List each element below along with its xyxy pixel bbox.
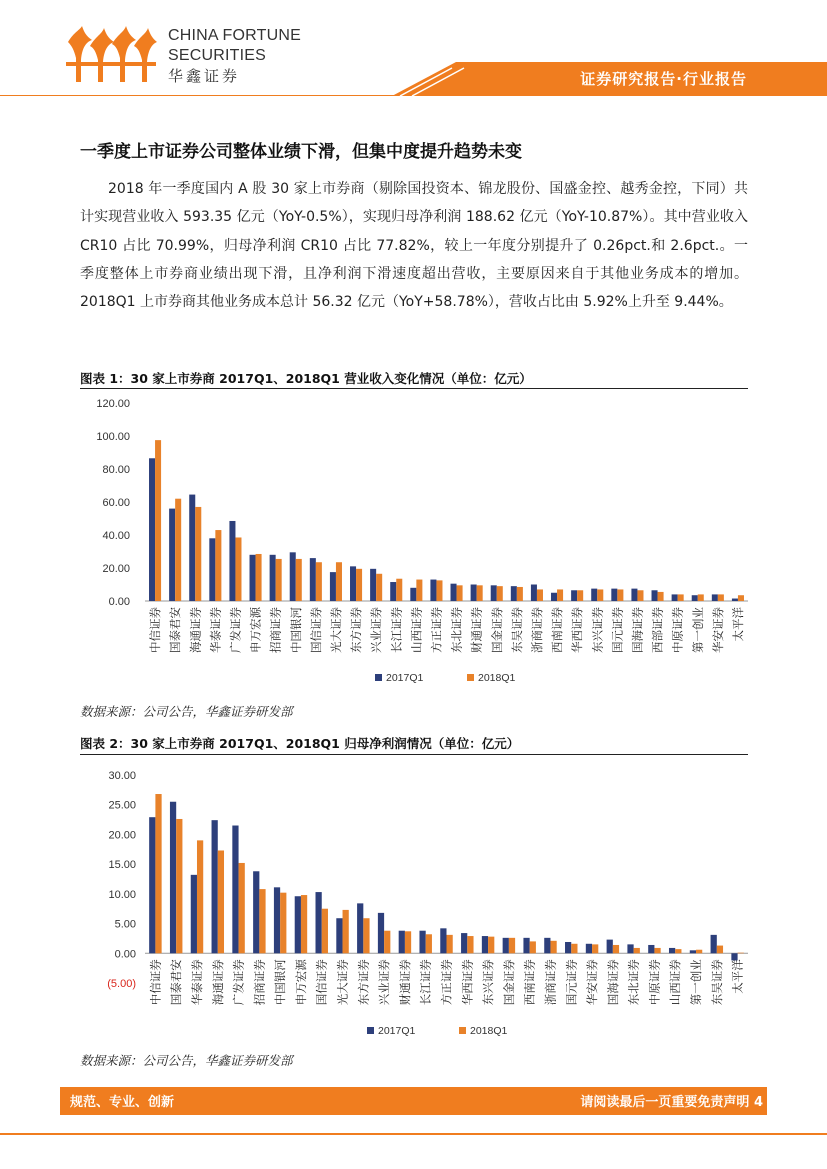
- profit-bar-2018Q1: [218, 850, 224, 953]
- revenue-category-label: 浙商证券: [529, 607, 544, 653]
- net-profit-bar-chart: [80, 758, 748, 1040]
- revenue-bar-2017Q1: [551, 593, 557, 601]
- profit-bar-2017Q1: [232, 826, 238, 954]
- revenue-bar-2018Q1: [718, 594, 724, 601]
- revenue-bar-2018Q1: [376, 574, 382, 601]
- revenue-bar-2018Q1: [577, 590, 583, 601]
- revenue-bar-2018Q1: [356, 569, 362, 601]
- profit-bar-2018Q1: [405, 931, 411, 953]
- profit-category-label: 华泰证券: [189, 959, 204, 1006]
- profit-legend-label: 2018Q1: [470, 1025, 508, 1037]
- revenue-category-label: 东兴证券: [590, 607, 605, 653]
- revenue-bar-2017Q1: [732, 599, 738, 601]
- profit-category-label: 国金证券: [501, 959, 516, 1006]
- profit-category-label: 招商证券: [252, 959, 267, 1006]
- profit-bar-2018Q1: [280, 893, 286, 954]
- revenue-category-label: 东吴证券: [509, 607, 524, 653]
- revenue-y-tick-label: 80.00: [102, 464, 130, 476]
- profit-bar-2018Q1: [384, 931, 390, 954]
- profit-bar-2018Q1: [447, 935, 453, 953]
- revenue-bar-2018Q1: [256, 554, 262, 601]
- profit-bar-2018Q1: [738, 953, 744, 954]
- revenue-bar-2018Q1: [617, 589, 623, 601]
- profit-bar-2017Q1: [523, 938, 529, 953]
- profit-y-tick-label: (5.00): [107, 978, 136, 990]
- profit-bar-2017Q1: [440, 928, 446, 953]
- revenue-bar-2017Q1: [631, 589, 637, 601]
- figure1-title: 图表 1：30 家上市券商 2017Q1、2018Q1 营业收入变化情况（单位：亿元）: [80, 371, 532, 386]
- figure2-rule: [80, 754, 748, 755]
- profit-bar-2017Q1: [482, 936, 488, 953]
- profit-category-label: 中信证券: [148, 959, 163, 1006]
- profit-category-label: 中国银河: [273, 959, 288, 1006]
- profit-category-label: 兴业证券: [377, 959, 392, 1006]
- profit-bar-2017Q1: [690, 950, 696, 953]
- revenue-bar-2018Q1: [557, 589, 563, 601]
- revenue-bar-2018Q1: [195, 507, 201, 601]
- profit-category-label: 中原证券: [647, 959, 662, 1006]
- revenue-category-label: 方正证券: [429, 607, 444, 653]
- profit-bar-2017Q1: [586, 944, 592, 954]
- profit-bar-2018Q1: [550, 941, 556, 953]
- profit-category-label: 华西证券: [460, 959, 475, 1006]
- profit-category-label: 长江证券: [418, 959, 433, 1006]
- profit-bar-2018Q1: [343, 910, 349, 953]
- revenue-bar-2017Q1: [229, 521, 235, 601]
- revenue-bar-2018Q1: [457, 585, 463, 601]
- profit-bar-2017Q1: [711, 935, 717, 953]
- revenue-category-label: 西部证券: [650, 607, 665, 653]
- profit-bar-2017Q1: [627, 944, 633, 953]
- profit-category-label: 财通证券: [397, 959, 412, 1006]
- revenue-bar-2017Q1: [571, 590, 577, 601]
- profit-bar-2017Q1: [212, 820, 218, 953]
- revenue-y-tick-label: 40.00: [102, 530, 130, 542]
- revenue-category-label: 兴业证券: [369, 607, 384, 653]
- profit-bar-2018Q1: [675, 949, 681, 953]
- revenue-bar-2018Q1: [517, 587, 523, 601]
- profit-category-label: 方正证券: [439, 959, 454, 1006]
- body-paragraph: 2018 年一季度国内 A 股 30 家上市券商（剔除国投资本、锦龙股份、国盛金控、越秀金控，下同）共计实现营业收入 593.35 亿元（YoY-0.5%），实现归母净利润 188.62 亿元（YoY-10.87%）。其中营业收入 CR10 占比 70.99%，归母净利润 CR10 占比 77.82%，较上一年度分别提升了 0.26pct.和 2.6pct.。一季度整体上市券商业绩出现下滑，且净利润下滑速度超出营收，主要原因来自于其他业务成本的增加。2018Q1 上市券商其他业务成本总计 56.32 亿元（YoY+58.78%），营收占比由 5.92%上升至 9.44%。: [80, 181, 748, 311]
- profit-category-label: 东兴证券: [481, 959, 496, 1006]
- revenue-bar-2017Q1: [189, 495, 195, 601]
- revenue-bar-2017Q1: [209, 538, 215, 601]
- revenue-bar-2018Q1: [155, 440, 161, 601]
- profit-bar-2017Q1: [565, 942, 571, 953]
- revenue-bar-2018Q1: [537, 589, 543, 601]
- profit-bar-2017Q1: [170, 802, 176, 954]
- revenue-y-tick-label: 100.00: [96, 431, 130, 443]
- profit-bar-2017Q1: [419, 931, 425, 954]
- revenue-bar-2017Q1: [370, 569, 376, 601]
- footer-disclaimer-notice: 请阅读最后一页重要免责声明 4: [580, 1095, 763, 1110]
- profit-bar-2017Q1: [295, 896, 301, 953]
- profit-bar-2017Q1: [461, 933, 467, 953]
- profit-bar-2018Q1: [259, 889, 265, 953]
- revenue-bar-2018Q1: [416, 580, 422, 601]
- revenue-bar-2017Q1: [491, 585, 497, 601]
- brand-en-line1: CHINA FORTUNE: [168, 27, 301, 44]
- revenue-bar-2017Q1: [250, 555, 256, 601]
- profit-bar-2017Q1: [503, 938, 509, 953]
- profit-bar-2018Q1: [197, 840, 203, 953]
- revenue-bar-2018Q1: [658, 592, 664, 601]
- figure1-source: 数据来源：公司公告，华鑫证券研发部: [80, 704, 293, 719]
- profit-bar-2017Q1: [544, 938, 550, 953]
- revenue-bar-2017Q1: [451, 584, 457, 601]
- revenue-bar-2018Q1: [477, 585, 483, 601]
- profit-bar-2017Q1: [191, 875, 197, 953]
- brand-cn: 华鑫证券: [168, 67, 241, 85]
- revenue-bar-chart: [80, 392, 748, 690]
- profit-y-tick-label: 20.00: [108, 829, 136, 842]
- revenue-bar-2018Q1: [296, 559, 302, 601]
- revenue-bar-2017Q1: [410, 588, 416, 601]
- revenue-category-label: 国海证券: [630, 607, 645, 653]
- profit-bar-2017Q1: [253, 871, 259, 953]
- profit-category-label: 浙商证券: [543, 959, 558, 1006]
- revenue-bar-2018Q1: [678, 594, 684, 601]
- revenue-bar-2018Q1: [336, 562, 342, 601]
- revenue-category-label: 海通证券: [188, 607, 203, 653]
- profit-bar-2017Q1: [399, 931, 405, 954]
- revenue-category-label: 中信证券: [148, 607, 163, 653]
- revenue-bar-2018Q1: [698, 594, 704, 601]
- revenue-legend-label: 2018Q1: [478, 672, 516, 684]
- revenue-bar-2017Q1: [149, 458, 155, 601]
- revenue-bar-2017Q1: [350, 566, 356, 601]
- revenue-category-label: 光大证券: [328, 607, 343, 653]
- profit-category-label: 西南证券: [522, 959, 537, 1006]
- revenue-category-label: 申万宏源: [248, 607, 263, 653]
- revenue-bar-2017Q1: [591, 589, 597, 601]
- revenue-bar-2018Q1: [215, 530, 221, 601]
- revenue-bar-2017Q1: [290, 552, 296, 601]
- revenue-category-label: 广发证券: [228, 607, 243, 653]
- profit-bar-2018Q1: [613, 945, 619, 953]
- revenue-legend-swatch: [467, 674, 474, 681]
- profit-category-label: 东吴证券: [709, 959, 724, 1006]
- revenue-category-label: 招商证券: [268, 607, 283, 653]
- revenue-category-label: 第一创业: [690, 607, 705, 653]
- revenue-category-label: 山西证券: [409, 607, 424, 653]
- profit-category-label: 华安证券: [585, 959, 600, 1006]
- revenue-bar-2018Q1: [497, 586, 503, 601]
- revenue-bar-2017Q1: [652, 590, 658, 601]
- revenue-bar-2018Q1: [316, 562, 322, 601]
- profit-category-label: 第一创业: [689, 959, 704, 1006]
- revenue-category-label: 国金证券: [489, 607, 504, 653]
- profit-bar-2017Q1: [274, 887, 280, 953]
- revenue-category-label: 东北证券: [449, 607, 464, 653]
- profit-category-label: 国元证券: [564, 959, 579, 1006]
- profit-y-tick-label: 25.00: [108, 799, 136, 812]
- revenue-y-tick-label: 0.00: [108, 596, 130, 608]
- revenue-bar-2017Q1: [531, 585, 537, 602]
- revenue-bar-2018Q1: [396, 579, 402, 601]
- profit-category-label: 申万宏源: [293, 959, 308, 1006]
- profit-category-label: 海通证券: [210, 959, 225, 1006]
- profit-y-tick-label: 0.00: [114, 948, 136, 961]
- revenue-category-label: 长江证券: [389, 607, 404, 653]
- revenue-category-label: 华西证券: [570, 607, 585, 653]
- profit-category-label: 国信证券: [314, 959, 329, 1006]
- profit-bar-2018Q1: [571, 944, 577, 954]
- profit-category-label: 国泰君安: [169, 959, 184, 1006]
- profit-bar-2017Q1: [669, 948, 675, 953]
- revenue-bar-2018Q1: [637, 590, 643, 601]
- profit-category-label: 东方证券: [356, 959, 371, 1006]
- revenue-bar-2017Q1: [430, 580, 436, 601]
- profit-y-tick-label: 15.00: [108, 859, 136, 872]
- revenue-bar-2018Q1: [436, 580, 442, 601]
- profit-category-label: 山西证券: [668, 959, 683, 1006]
- profit-bar-2018Q1: [155, 794, 161, 953]
- footer-line: [0, 1133, 827, 1135]
- revenue-y-tick-label: 20.00: [102, 563, 130, 575]
- revenue-category-label: 财通证券: [469, 607, 484, 653]
- profit-legend-label: 2017Q1: [378, 1025, 416, 1037]
- revenue-bar-2018Q1: [235, 537, 241, 601]
- profit-category-label: 东北证券: [626, 959, 641, 1006]
- profit-bar-2018Q1: [530, 941, 536, 953]
- figure2-title: 图表 2：30 家上市券商 2017Q1、2018Q1 归母净利润情况（单位：亿元）: [80, 736, 520, 751]
- footer-motto: 规范、专业、创新: [70, 1095, 175, 1110]
- brand-en-line2: SECURITIES: [168, 47, 267, 64]
- revenue-category-label: 国信证券: [308, 607, 323, 653]
- profit-bar-2018Q1: [592, 944, 598, 953]
- revenue-category-label: 太平洋: [730, 607, 745, 642]
- revenue-category-label: 中国银河: [288, 607, 303, 653]
- revenue-bar-2017Q1: [169, 509, 175, 601]
- profit-bar-2018Q1: [696, 950, 702, 954]
- revenue-bar-2018Q1: [276, 559, 282, 601]
- revenue-bar-2017Q1: [672, 594, 678, 601]
- profit-y-tick-label: 30.00: [108, 770, 136, 782]
- revenue-bar-2017Q1: [390, 582, 396, 601]
- profit-bar-2017Q1: [336, 918, 342, 953]
- profit-legend-swatch: [459, 1027, 466, 1034]
- profit-bar-2018Q1: [239, 863, 245, 953]
- revenue-category-label: 西南证券: [550, 607, 565, 653]
- profit-bar-2018Q1: [488, 937, 494, 954]
- profit-bar-2018Q1: [176, 819, 182, 953]
- profit-bar-2018Q1: [426, 934, 432, 953]
- profit-legend-swatch: [367, 1027, 374, 1034]
- revenue-bar-2018Q1: [738, 595, 744, 601]
- profit-bar-2018Q1: [634, 948, 640, 953]
- profit-bar-2018Q1: [322, 909, 328, 954]
- revenue-legend-swatch: [375, 674, 382, 681]
- revenue-bar-2018Q1: [597, 589, 603, 601]
- profit-bar-2017Q1: [607, 940, 613, 954]
- revenue-category-label: 东方证券: [349, 607, 364, 653]
- profit-bar-2018Q1: [467, 936, 473, 953]
- profit-category-label: 国海证券: [605, 959, 620, 1006]
- revenue-y-tick-label: 120.00: [96, 398, 130, 410]
- profit-bar-2018Q1: [654, 948, 660, 953]
- profit-bar-2017Q1: [378, 913, 384, 953]
- profit-bar-2017Q1: [316, 892, 322, 953]
- profit-bar-2017Q1: [648, 945, 654, 953]
- profit-category-label: 光大证券: [335, 959, 350, 1006]
- profit-category-label: 广发证券: [231, 959, 246, 1006]
- report-type: 证券研究报告·行业报告: [580, 70, 747, 88]
- profit-bar-2017Q1: [357, 903, 363, 953]
- revenue-category-label: 国泰君安: [168, 607, 183, 653]
- revenue-bar-2018Q1: [175, 499, 181, 601]
- revenue-bar-2017Q1: [270, 555, 276, 601]
- revenue-bar-2017Q1: [712, 594, 718, 601]
- revenue-category-label: 中原证券: [670, 607, 685, 653]
- revenue-bar-2017Q1: [611, 589, 617, 601]
- revenue-bar-2017Q1: [330, 572, 336, 601]
- figure1-rule: [80, 388, 748, 389]
- profit-bar-2018Q1: [509, 938, 515, 953]
- figure2-source: 数据来源：公司公告，华鑫证券研发部: [80, 1053, 293, 1068]
- revenue-bar-2017Q1: [310, 558, 316, 601]
- profit-y-tick-label: 5.00: [114, 918, 136, 931]
- profit-bar-2018Q1: [717, 946, 723, 954]
- section-heading: 一季度上市证券公司整体业绩下滑，但集中度提升趋势未变: [80, 142, 522, 162]
- profit-category-label: 太平洋: [730, 959, 745, 994]
- revenue-bar-2017Q1: [692, 595, 698, 601]
- profit-bar-2017Q1: [149, 817, 155, 953]
- revenue-category-label: 华安证券: [710, 607, 725, 653]
- profit-y-tick-label: 10.00: [108, 888, 136, 901]
- revenue-category-label: 国元证券: [610, 607, 625, 653]
- revenue-y-tick-label: 60.00: [102, 497, 130, 509]
- revenue-legend-label: 2017Q1: [386, 672, 424, 684]
- profit-bar-2018Q1: [363, 918, 369, 953]
- revenue-category-label: 华泰证券: [208, 607, 223, 653]
- revenue-bar-2017Q1: [511, 586, 517, 601]
- revenue-bar-2017Q1: [471, 585, 477, 602]
- profit-bar-2018Q1: [301, 895, 307, 953]
